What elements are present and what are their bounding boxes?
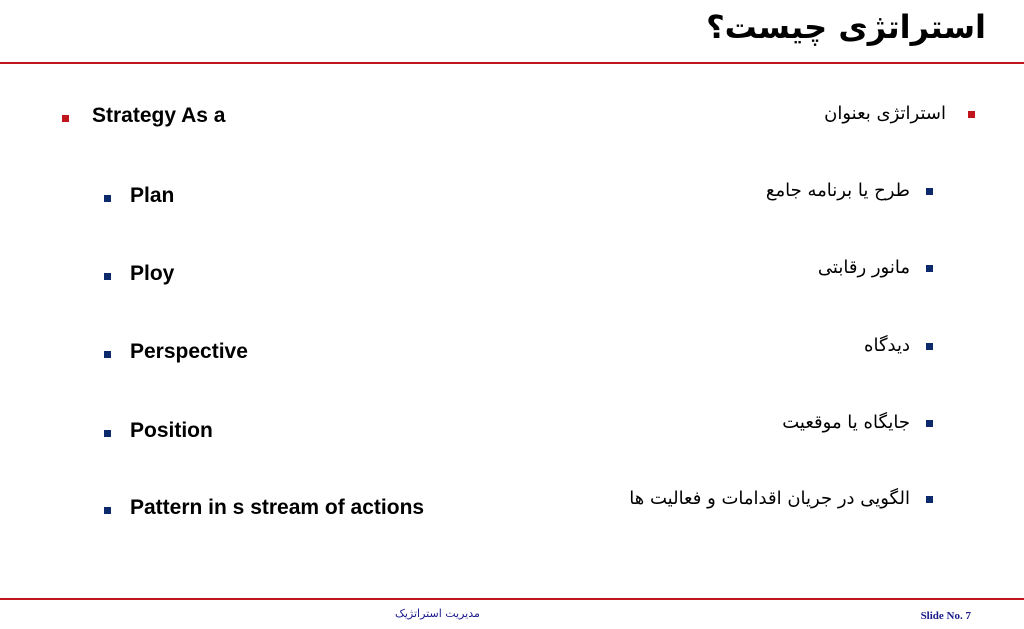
english-item-perspective: Perspective bbox=[130, 340, 248, 363]
persian-item-perspective: دیدگاه bbox=[864, 335, 910, 356]
persian-item-pattern: الگویی در جریان اقدامات و فعالیت ها bbox=[629, 488, 910, 509]
english-item-position: Position bbox=[130, 419, 213, 442]
persian-item-ploy: مانور رقابتی bbox=[817, 257, 910, 278]
bullet-square-icon bbox=[104, 351, 111, 358]
english-item-ploy: Ploy bbox=[130, 262, 175, 285]
slide-title: استراتژی چیست؟ bbox=[706, 8, 986, 46]
persian-heading: استراتژی بعنوان bbox=[824, 103, 946, 124]
slide-number: Slide No. 7 bbox=[920, 610, 971, 622]
bullet-square-icon bbox=[104, 195, 111, 202]
persian-item-position: جایگاه یا موقعیت bbox=[782, 412, 910, 433]
bullet-square-icon bbox=[926, 496, 933, 503]
bullet-square-icon bbox=[968, 111, 975, 118]
bullet-square-icon bbox=[104, 430, 111, 437]
english-item-plan: Plan bbox=[130, 184, 175, 207]
footer-course-title: مدیریت استراتژیک bbox=[395, 607, 480, 620]
english-item-pattern: Pattern in s stream of actions bbox=[130, 496, 425, 519]
title-divider bbox=[0, 62, 1024, 64]
bullet-square-icon bbox=[926, 343, 933, 350]
persian-item-plan: طرح یا برنامه جامع bbox=[765, 180, 910, 201]
bullet-square-icon bbox=[926, 188, 933, 195]
bullet-square-icon bbox=[926, 420, 933, 427]
bullet-square-icon bbox=[104, 507, 111, 514]
english-heading: Strategy As a bbox=[92, 104, 226, 127]
bullet-square-icon bbox=[104, 273, 111, 280]
bullet-square-icon bbox=[62, 115, 69, 122]
bullet-square-icon bbox=[926, 265, 933, 272]
footer-divider bbox=[0, 598, 1024, 600]
